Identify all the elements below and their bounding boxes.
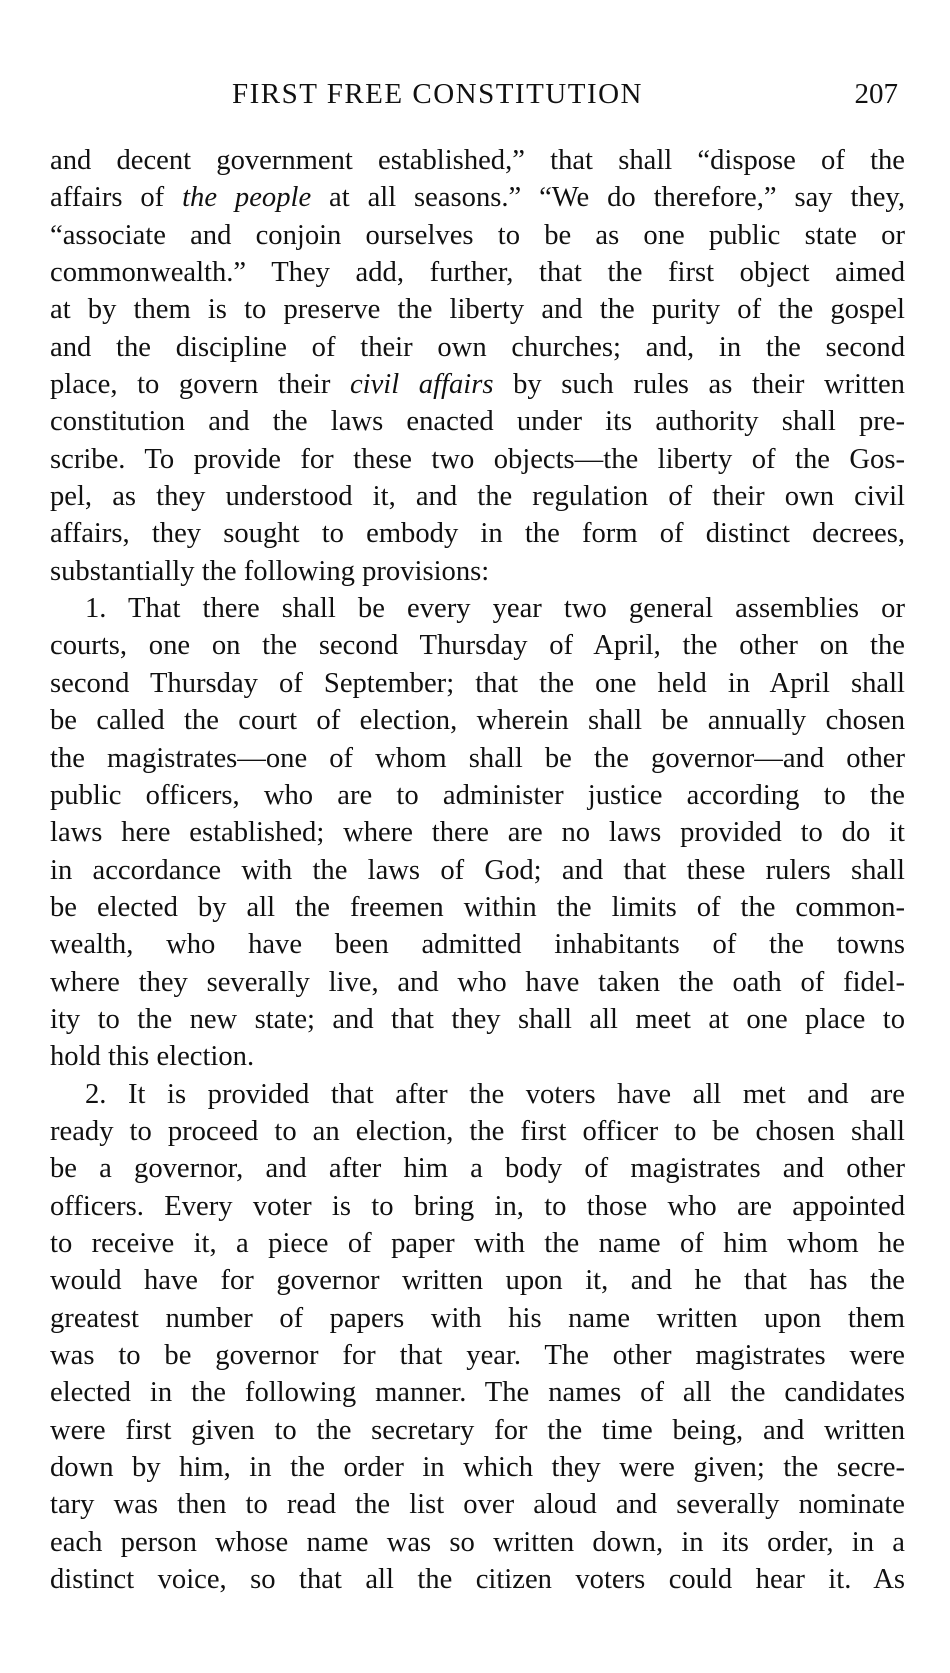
text-line [50, 366, 905, 403]
running-head [0, 74, 950, 114]
text-line [50, 179, 905, 216]
italic-phrase: the people [182, 182, 312, 214]
text-segment: place, to govern their [50, 369, 350, 401]
text-line: courts, one on the second Thursday of April, the other on the [50, 630, 905, 662]
text-line: and decent government established,” that shall “dispose of the [50, 145, 905, 176]
text-line: affairs, they sought to embody in the form of distinct decrees, [50, 518, 905, 550]
text-line: would have for governor written upon it, and he that has the [50, 1265, 905, 1297]
text-line: “associate and conjoin ourselves to be as one public state or [50, 219, 905, 251]
text-line: substantially the following provisions: [50, 555, 490, 587]
text-line: commonwealth.” They add, further, that the first object aimed [50, 257, 905, 289]
text-line: ready to proceed to an election, the first officer to be chosen shall [50, 1115, 905, 1147]
text-line: be a governor, and after him a body of magistrates and other [50, 1153, 905, 1185]
text-line: and the discipline of their own churches; and, in the second [50, 331, 905, 363]
text-line: 1. That there shall be every year two general assemblies or [85, 593, 905, 625]
text-segment: at all seasons.” “We do therefore,” say they, [311, 182, 905, 214]
italic-phrase: civil affairs [349, 369, 494, 401]
text-line: public officers, who are to administer justice according to the [50, 779, 905, 811]
text-line: be called the court of election, wherein shall be annually chosen [50, 705, 905, 737]
page-number: 207 [854, 78, 898, 110]
text-line: second Thursday of September; that the one held in April shall [50, 667, 905, 699]
text-line: the magistrates—one of whom shall be the governor—and other [50, 742, 905, 774]
text-line: elected in the following manner. The names of all the candidates [50, 1377, 905, 1409]
body-text [50, 142, 905, 1598]
text-line: wealth, who have been admitted inhabitants of the towns [50, 929, 905, 961]
text-line: each person whose name was so written down, in its order, in a [50, 1526, 905, 1558]
text-segment: by such rules as their written [493, 369, 905, 401]
text-line: 2. It is provided that after the voters have all met and are [85, 1078, 905, 1110]
text-line: in accordance with the laws of God; and that these rulers shall [50, 854, 905, 886]
text-line: ity to the new state; and that they shall all meet at one place to [50, 1003, 905, 1035]
text-line: was to be governor for that year. The other magistrates were [50, 1340, 905, 1371]
text-segment: affairs of [50, 182, 183, 214]
text-line: hold this election. [50, 1041, 255, 1073]
text-line: be elected by all the freemen within the limits of the common- [50, 891, 905, 923]
text-line: to receive it, a piece of paper with the name of him whom he [50, 1227, 905, 1259]
running-title: FIRST FREE CONSTITUTION [232, 78, 643, 110]
text-line: down by him, in the order in which they were given; the secre- [50, 1452, 905, 1484]
text-line: officers. Every voter is to bring in, to those who are appointed [50, 1190, 905, 1222]
text-line: scribe. To provide for these two objects—the liberty of the Gos- [50, 443, 905, 475]
text-line: laws here established; where there are no laws provided to do it [50, 817, 905, 849]
text-line: greatest number of papers with his name written upon them [50, 1302, 905, 1334]
text-line: at by them is to preserve the liberty and the purity of the gospel [50, 294, 905, 326]
text-line: were first given to the secretary for the time being, and written [50, 1414, 905, 1446]
text-line: where they severally live, and who have taken the oath of fidel- [50, 966, 905, 998]
text-line: tary was then to read the list over aloud and severally nominate [50, 1489, 905, 1521]
text-line: pel, as they understood it, and the regulation of their own civil [50, 481, 905, 513]
text-line: distinct voice, so that all the citizen voters could hear it. As [50, 1564, 905, 1596]
text-line: constitution and the laws enacted under its authority shall pre- [50, 406, 905, 438]
